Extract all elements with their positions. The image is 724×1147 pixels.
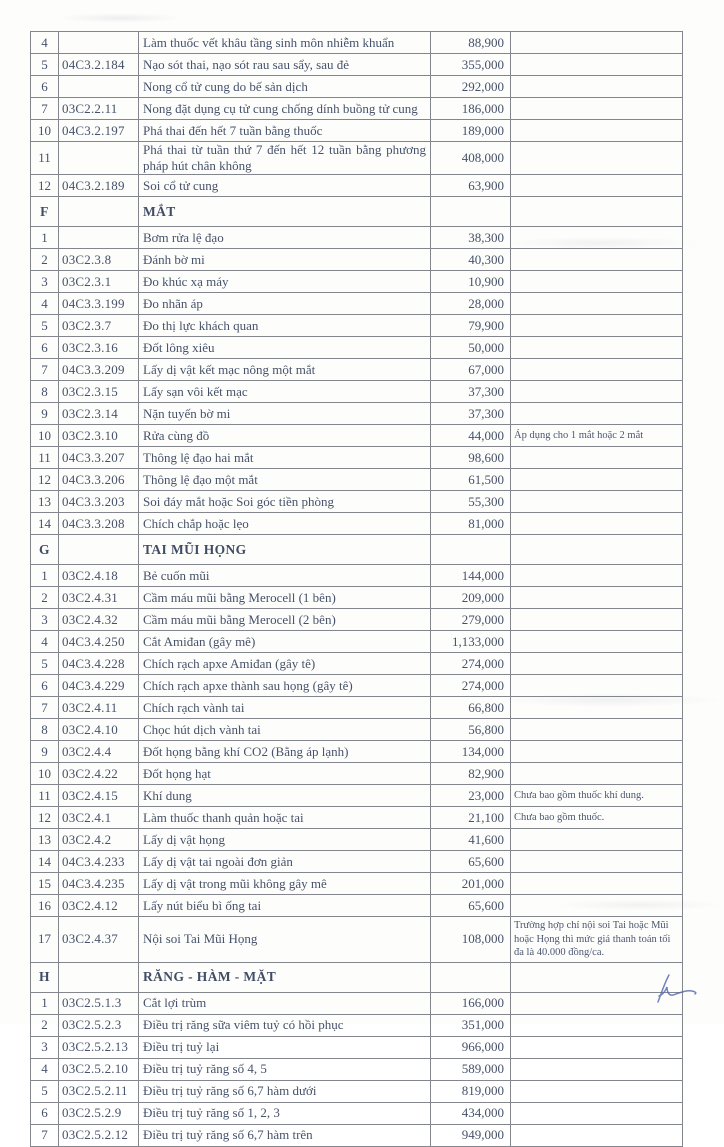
code-cell: 04C3.2.197 (59, 120, 139, 142)
stt-cell: 2 (31, 1014, 59, 1036)
price-cell: 65,600 (431, 895, 511, 917)
service-name-cell: Khí dung (139, 785, 431, 807)
service-name-cell: Cắt lợi trùm (139, 992, 431, 1014)
service-name-cell: Đo khúc xạ máy (139, 271, 431, 293)
note-cell (511, 271, 683, 293)
table-row (31, 1102, 683, 1124)
stt-cell: 4 (31, 631, 59, 653)
section-letter: G (31, 535, 59, 565)
table-row (31, 293, 683, 315)
service-name-cell: Lấy dị vật tai ngoài đơn giản (139, 851, 431, 873)
stt-cell: 9 (31, 741, 59, 763)
stt-cell: 6 (31, 337, 59, 359)
code-cell (59, 197, 139, 227)
service-name-cell: Đốt họng bằng khí CO2 (Bằng áp lạnh) (139, 741, 431, 763)
service-name-cell: Lấy dị vật kết mạc nông một mắt (139, 359, 431, 381)
note-cell (511, 381, 683, 403)
section-letter: H (31, 962, 59, 992)
note-cell (511, 469, 683, 491)
code-cell: 04C3.2.184 (59, 54, 139, 76)
code-cell: 03C2.3.16 (59, 337, 139, 359)
code-cell (59, 142, 139, 175)
table-row (31, 565, 683, 587)
price-cell: 274,000 (431, 653, 511, 675)
price-cell: 65,600 (431, 851, 511, 873)
note-cell (511, 565, 683, 587)
note-cell (511, 1080, 683, 1102)
code-cell: 03C2.5.2.13 (59, 1036, 139, 1058)
table-row (31, 403, 683, 425)
note-cell (511, 587, 683, 609)
price-cell: 61,500 (431, 469, 511, 491)
table-row (31, 675, 683, 697)
code-cell: 03C2.4.12 (59, 895, 139, 917)
price-cell: 355,000 (431, 54, 511, 76)
service-name-cell: Làm thuốc thanh quản hoặc tai (139, 807, 431, 829)
table-row (31, 491, 683, 513)
service-name-cell: Làm thuốc vết khâu tầng sinh môn nhiễm khuẩn (139, 32, 431, 54)
code-cell: 03C2.3.8 (59, 249, 139, 271)
price-cell: 108,000 (431, 917, 511, 963)
code-cell: 03C2.4.18 (59, 565, 139, 587)
table-row (31, 719, 683, 741)
price-cell: 589,000 (431, 1058, 511, 1080)
stt-cell: 1 (31, 992, 59, 1014)
note-cell (511, 829, 683, 851)
service-name-cell: Lấy dị vật họng (139, 829, 431, 851)
stt-cell: 7 (31, 359, 59, 381)
table-row (31, 447, 683, 469)
section-title: MẮT (139, 197, 431, 227)
stt-cell: 10 (31, 763, 59, 785)
note-cell (511, 851, 683, 873)
section-header-row (31, 197, 683, 227)
table-row (31, 359, 683, 381)
code-cell: 03C2.5.2.11 (59, 1080, 139, 1102)
stt-cell: 13 (31, 829, 59, 851)
note-cell (511, 741, 683, 763)
stt-cell: 11 (31, 785, 59, 807)
code-cell: 03C2.3.10 (59, 425, 139, 447)
price-cell: 189,000 (431, 120, 511, 142)
stt-cell: 6 (31, 675, 59, 697)
stt-cell: 5 (31, 54, 59, 76)
table-row (31, 829, 683, 851)
note-cell (511, 403, 683, 425)
price-cell: 82,900 (431, 763, 511, 785)
service-name-cell: Lấy sạn vôi kết mạc (139, 381, 431, 403)
code-cell: 03C2.4.31 (59, 587, 139, 609)
note-cell (511, 535, 683, 565)
price-cell: 279,000 (431, 609, 511, 631)
service-name-cell: Điều trị tuỷ răng số 1, 2, 3 (139, 1102, 431, 1124)
price-cell: 209,000 (431, 587, 511, 609)
code-cell: 03C2.4.32 (59, 609, 139, 631)
stt-cell: 11 (31, 447, 59, 469)
stt-cell: 4 (31, 32, 59, 54)
table-row (31, 1014, 683, 1036)
note-cell (511, 1014, 683, 1036)
price-cell: 144,000 (431, 565, 511, 587)
note-cell (511, 359, 683, 381)
code-cell: 04C3.4.235 (59, 873, 139, 895)
service-name-cell: Phá thai đến hết 7 tuần bằng thuốc (139, 120, 431, 142)
table-row (31, 697, 683, 719)
table-row (31, 425, 683, 447)
code-cell: 03C2.5.2.3 (59, 1014, 139, 1036)
price-cell: 37,300 (431, 403, 511, 425)
code-cell (59, 76, 139, 98)
service-name-cell: Bơm rửa lệ đạo (139, 227, 431, 249)
table-row (31, 120, 683, 142)
code-cell: 04C3.4.250 (59, 631, 139, 653)
price-cell: 55,300 (431, 491, 511, 513)
price-cell: 134,000 (431, 741, 511, 763)
stt-cell: 2 (31, 249, 59, 271)
price-cell: 408,000 (431, 142, 511, 175)
table-row (31, 249, 683, 271)
code-cell: 03C2.4.11 (59, 697, 139, 719)
table-row (31, 851, 683, 873)
code-cell: 04C3.3.209 (59, 359, 139, 381)
code-cell: 04C3.4.233 (59, 851, 139, 873)
price-cell (431, 962, 511, 992)
stt-cell: 13 (31, 491, 59, 513)
code-cell: 03C2.4.1 (59, 807, 139, 829)
stt-cell: 10 (31, 425, 59, 447)
note-cell (511, 227, 683, 249)
table-row (31, 587, 683, 609)
note-cell (511, 895, 683, 917)
table-row (31, 513, 683, 535)
note-cell (511, 120, 683, 142)
service-name-cell: Điều trị tuỷ răng số 6,7 hàm trên (139, 1124, 431, 1146)
code-cell: 03C2.5.2.10 (59, 1058, 139, 1080)
note-cell (511, 513, 683, 535)
table-row (31, 175, 683, 197)
note-cell (511, 142, 683, 175)
price-cell: 56,800 (431, 719, 511, 741)
note-cell: Áp dụng cho 1 mắt hoặc 2 mắt (511, 425, 683, 447)
stt-cell: 10 (31, 120, 59, 142)
note-cell (511, 719, 683, 741)
code-cell: 03C2.4.22 (59, 763, 139, 785)
note-cell (511, 315, 683, 337)
stt-cell: 1 (31, 227, 59, 249)
note-cell (511, 1058, 683, 1080)
note-cell (511, 1036, 683, 1058)
price-cell: 88,900 (431, 32, 511, 54)
stt-cell: 3 (31, 609, 59, 631)
service-name-cell: Cầm máu mũi bằng Merocell (1 bên) (139, 587, 431, 609)
code-cell: 03C2.5.2.12 (59, 1124, 139, 1146)
price-cell: 949,000 (431, 1124, 511, 1146)
code-cell: 04C3.3.203 (59, 491, 139, 513)
table-row (31, 32, 683, 54)
service-name-cell: Chích rạch apxe thành sau họng (gây tê) (139, 675, 431, 697)
table-row (31, 227, 683, 249)
table-row (31, 54, 683, 76)
price-cell: 10,900 (431, 271, 511, 293)
service-name-cell: Đo thị lực khách quan (139, 315, 431, 337)
code-cell: 03C2.4.15 (59, 785, 139, 807)
service-name-cell: Lấy dị vật trong mũi không gây mê (139, 873, 431, 895)
price-cell: 67,000 (431, 359, 511, 381)
price-cell: 1,133,000 (431, 631, 511, 653)
note-cell (511, 197, 683, 227)
stt-cell: 7 (31, 697, 59, 719)
table-row (31, 1080, 683, 1102)
note-cell (511, 1124, 683, 1146)
note-cell (511, 293, 683, 315)
stt-cell: 4 (31, 293, 59, 315)
stt-cell: 17 (31, 917, 59, 963)
stt-cell: 11 (31, 142, 59, 175)
note-cell (511, 98, 683, 120)
table-row (31, 653, 683, 675)
table-row (31, 271, 683, 293)
section-header-row (31, 535, 683, 565)
service-name-cell: Phá thai từ tuần thứ 7 đến hết 12 tuần bằng phương pháp hút chân không (139, 142, 431, 175)
price-cell: 81,000 (431, 513, 511, 535)
service-name-cell: Nong đặt dụng cụ tử cung chống dính buồng tử cung (139, 98, 431, 120)
note-cell (511, 697, 683, 719)
service-name-cell: Cắt Amiđan (gây mê) (139, 631, 431, 653)
service-name-cell: Nạo sót thai, nạo sót rau sau sẩy, sau đẻ (139, 54, 431, 76)
code-cell: 04C3.2.189 (59, 175, 139, 197)
table-row (31, 337, 683, 359)
code-cell: 03C2.3.15 (59, 381, 139, 403)
code-cell: 04C3.3.207 (59, 447, 139, 469)
table-row (31, 917, 683, 963)
price-cell: 66,800 (431, 697, 511, 719)
price-cell: 38,300 (431, 227, 511, 249)
stt-cell: 9 (31, 403, 59, 425)
code-cell: 03C2.4.10 (59, 719, 139, 741)
code-cell: 04C3.3.199 (59, 293, 139, 315)
signature-mark (648, 970, 702, 1010)
code-cell: 03C2.4.37 (59, 917, 139, 963)
stt-cell: 6 (31, 76, 59, 98)
code-cell: 03C2.5.1.3 (59, 992, 139, 1014)
service-name-cell: Lấy nút biểu bì ống tai (139, 895, 431, 917)
stt-cell: 1 (31, 565, 59, 587)
stt-cell: 4 (31, 1058, 59, 1080)
stt-cell: 16 (31, 895, 59, 917)
code-cell: 03C2.4.4 (59, 741, 139, 763)
price-cell: 292,000 (431, 76, 511, 98)
table-row (31, 381, 683, 403)
code-cell: 03C2.4.2 (59, 829, 139, 851)
section-title: RĂNG - HÀM - MẶT (139, 962, 431, 992)
table-row (31, 76, 683, 98)
service-name-cell: Thông lệ đạo hai mắt (139, 447, 431, 469)
price-cell: 274,000 (431, 675, 511, 697)
service-name-cell: Điều trị tuỷ răng số 6,7 hàm dưới (139, 1080, 431, 1102)
note-cell (511, 32, 683, 54)
stt-cell: 12 (31, 175, 59, 197)
price-cell (431, 197, 511, 227)
code-cell: 03C2.3.7 (59, 315, 139, 337)
code-cell (59, 32, 139, 54)
service-name-cell: Bẻ cuốn mũi (139, 565, 431, 587)
stt-cell: 12 (31, 807, 59, 829)
stt-cell: 8 (31, 381, 59, 403)
price-cell: 23,000 (431, 785, 511, 807)
price-cell: 434,000 (431, 1102, 511, 1124)
price-cell: 37,300 (431, 381, 511, 403)
service-name-cell: Điều trị tuỷ lại (139, 1036, 431, 1058)
stt-cell: 5 (31, 1080, 59, 1102)
note-cell (511, 447, 683, 469)
price-cell: 79,900 (431, 315, 511, 337)
service-name-cell: Đốt họng hạt (139, 763, 431, 785)
stt-cell: 5 (31, 315, 59, 337)
service-name-cell: Rửa cùng đồ (139, 425, 431, 447)
note-cell (511, 763, 683, 785)
note-cell (511, 609, 683, 631)
note-cell (511, 631, 683, 653)
price-table-body (31, 32, 683, 1147)
code-cell (59, 535, 139, 565)
code-cell: 04C3.3.206 (59, 469, 139, 491)
price-cell: 98,600 (431, 447, 511, 469)
table-row (31, 1058, 683, 1080)
stt-cell: 14 (31, 851, 59, 873)
note-cell (511, 175, 683, 197)
service-name-cell: Cầm máu mũi bằng Merocell (2 bên) (139, 609, 431, 631)
note-cell (511, 653, 683, 675)
service-name-cell: Chích rạch apxe Amiđan (gây tê) (139, 653, 431, 675)
price-cell: 186,000 (431, 98, 511, 120)
note-cell (511, 249, 683, 271)
price-cell: 166,000 (431, 992, 511, 1014)
price-cell: 40,300 (431, 249, 511, 271)
table-row (31, 785, 683, 807)
service-name-cell: Soi cổ tử cung (139, 175, 431, 197)
price-cell: 28,000 (431, 293, 511, 315)
code-cell (59, 227, 139, 249)
service-name-cell: Thông lệ đạo một mắt (139, 469, 431, 491)
code-cell: 03C2.2.11 (59, 98, 139, 120)
service-name-cell: Đánh bờ mi (139, 249, 431, 271)
stt-cell: 15 (31, 873, 59, 895)
service-name-cell: Đốt lông xiêu (139, 337, 431, 359)
section-title: TAI MŨI HỌNG (139, 535, 431, 565)
table-row (31, 98, 683, 120)
code-cell: 04C3.3.208 (59, 513, 139, 535)
note-cell (511, 76, 683, 98)
code-cell: 04C3.4.228 (59, 653, 139, 675)
table-row (31, 807, 683, 829)
table-row (31, 469, 683, 491)
stt-cell: 8 (31, 719, 59, 741)
table-row (31, 992, 683, 1014)
table-row (31, 1124, 683, 1146)
price-cell: 50,000 (431, 337, 511, 359)
stt-cell: 7 (31, 1124, 59, 1146)
table-row (31, 631, 683, 653)
service-name-cell: Nong cổ tử cung do bế sản dịch (139, 76, 431, 98)
table-row (31, 142, 683, 175)
table-row (31, 315, 683, 337)
code-cell: 04C3.4.229 (59, 675, 139, 697)
note-cell (511, 873, 683, 895)
service-name-cell: Điều trị tuỷ răng số 4, 5 (139, 1058, 431, 1080)
note-cell: Chưa bao gồm thuốc. (511, 807, 683, 829)
price-cell: 44,000 (431, 425, 511, 447)
price-cell: 63,900 (431, 175, 511, 197)
code-cell: 03C2.3.1 (59, 271, 139, 293)
service-name-cell: Nặn tuyến bờ mi (139, 403, 431, 425)
stt-cell: 2 (31, 587, 59, 609)
table-row (31, 609, 683, 631)
price-cell: 351,000 (431, 1014, 511, 1036)
price-cell: 201,000 (431, 873, 511, 895)
stt-cell: 12 (31, 469, 59, 491)
table-row (31, 873, 683, 895)
note-cell: Chưa bao gồm thuốc khí dung. (511, 785, 683, 807)
section-header-row (31, 962, 683, 992)
stt-cell: 5 (31, 653, 59, 675)
table-row (31, 763, 683, 785)
code-cell: 03C2.5.2.9 (59, 1102, 139, 1124)
price-cell: 41,600 (431, 829, 511, 851)
note-cell (511, 675, 683, 697)
note-cell (511, 491, 683, 513)
stt-cell: 6 (31, 1102, 59, 1124)
price-cell: 21,100 (431, 807, 511, 829)
stt-cell: 14 (31, 513, 59, 535)
stt-cell: 3 (31, 271, 59, 293)
price-cell: 966,000 (431, 1036, 511, 1058)
code-cell (59, 962, 139, 992)
note-cell: Trường hợp chỉ nội soi Tai hoặc Mũi hoặc Họng thì mức giá thanh toán tối đa là 40.000 đồng/ca. (511, 917, 683, 963)
service-name-cell: Soi đáy mắt hoặc Soi góc tiền phòng (139, 491, 431, 513)
section-letter: F (31, 197, 59, 227)
service-name-cell: Chích chắp hoặc lẹo (139, 513, 431, 535)
service-name-cell: Đo nhãn áp (139, 293, 431, 315)
stt-cell: 7 (31, 98, 59, 120)
service-name-cell: Điều trị răng sữa viêm tuỷ có hồi phục (139, 1014, 431, 1036)
service-name-cell: Chọc hút dịch vành tai (139, 719, 431, 741)
service-name-cell: Chích rạch vành tai (139, 697, 431, 719)
stt-cell: 3 (31, 1036, 59, 1058)
table-row (31, 741, 683, 763)
service-name-cell: Nội soi Tai Mũi Họng (139, 917, 431, 963)
note-cell (511, 337, 683, 359)
code-cell: 03C2.3.14 (59, 403, 139, 425)
price-table (30, 31, 683, 1147)
table-row (31, 1036, 683, 1058)
price-cell (431, 535, 511, 565)
table-row (31, 895, 683, 917)
price-cell: 819,000 (431, 1080, 511, 1102)
note-cell (511, 54, 683, 76)
note-cell (511, 1102, 683, 1124)
